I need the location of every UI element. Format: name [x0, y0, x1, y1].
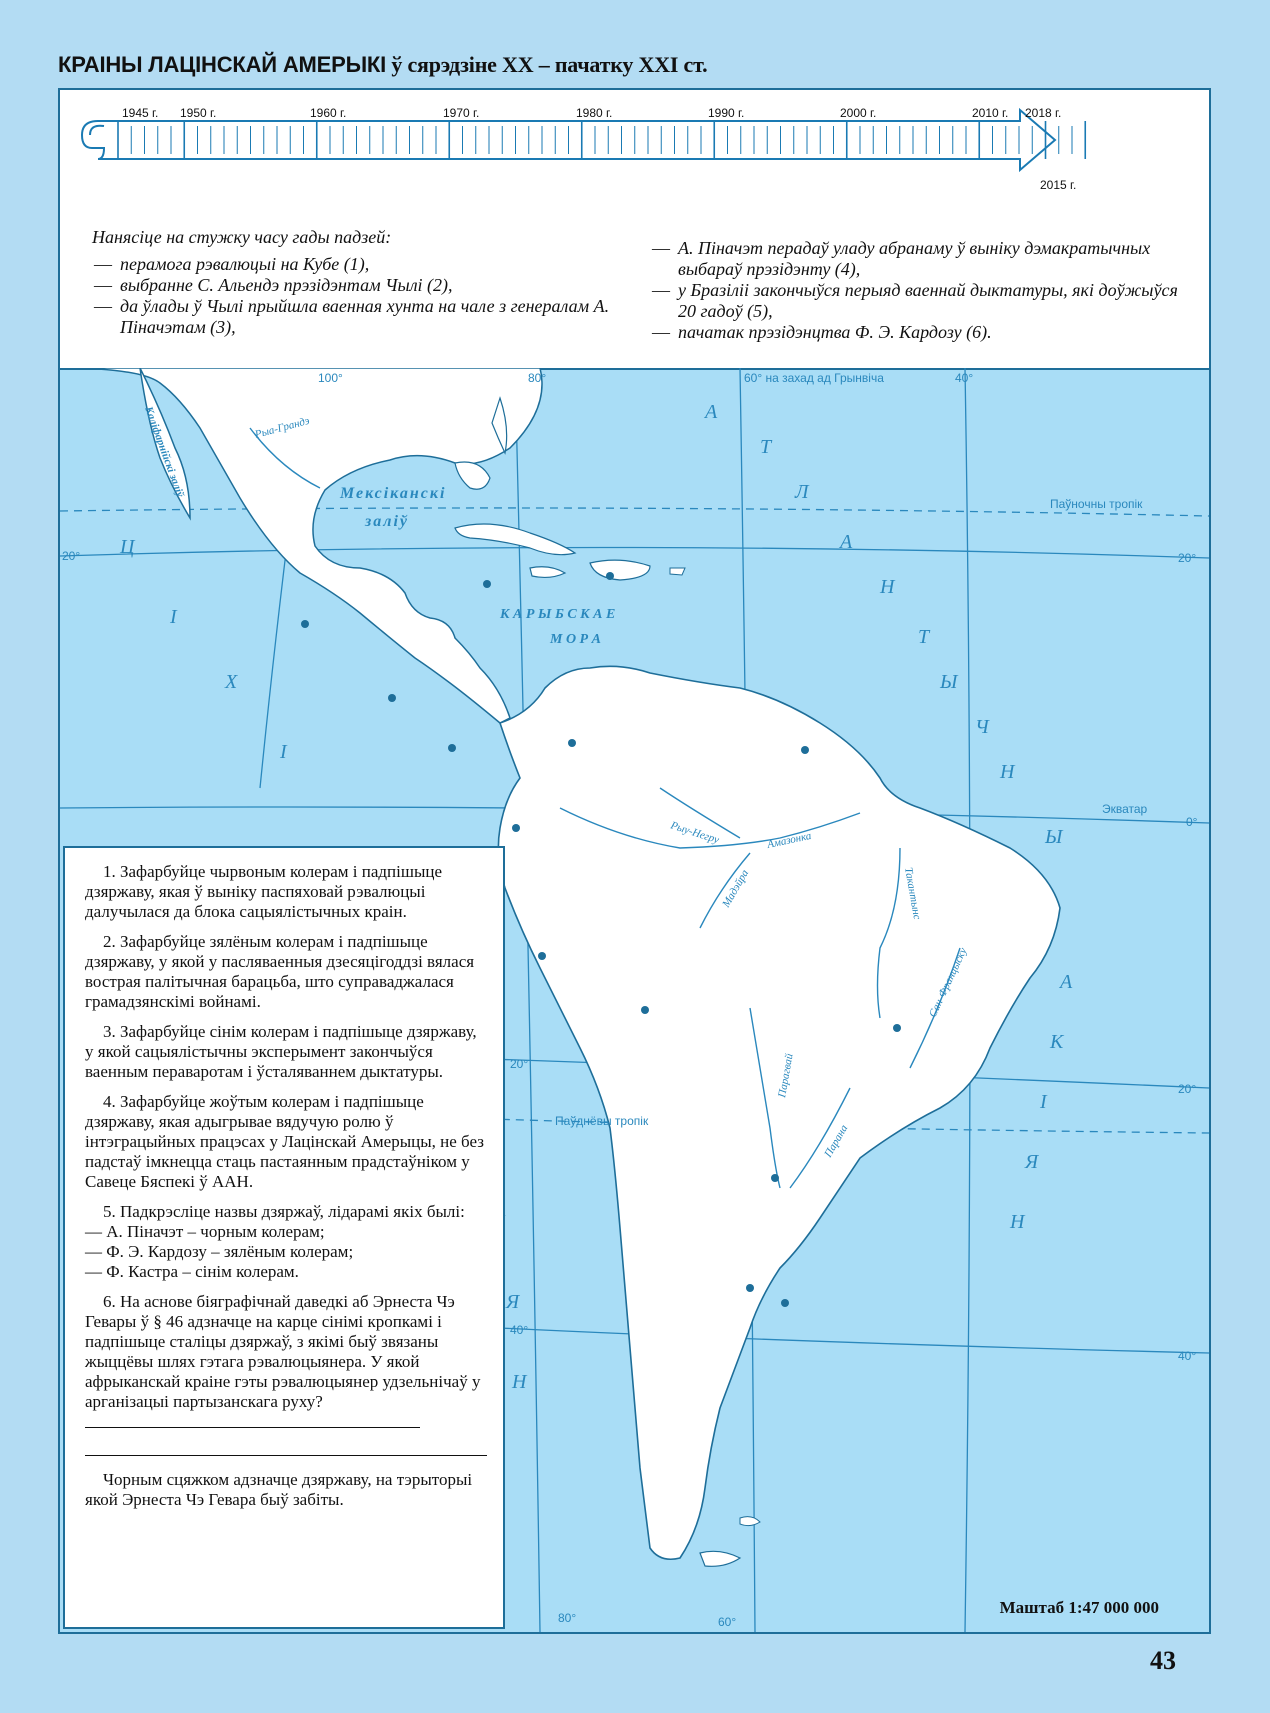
pacific-letter: Х [225, 671, 238, 693]
capital-dot[interactable] [301, 620, 309, 628]
parallel-label: 40° [1178, 1349, 1197, 1363]
atlantic-letter: Ы [940, 671, 958, 693]
task-item: — А. Пiначэт перадаў уладу абранаму ў выніку дэмакратычных выбараў прэзідэнту (4), [650, 238, 1195, 280]
task-item: — да ўлады ў Чылі прыйшла ваенная хунта на чале з генералам А. Пiначэтам (3), [92, 296, 612, 338]
timeline-label: 2000 г. [840, 106, 877, 120]
timeline-label: 2010 г. [972, 106, 1009, 120]
jamaica-island[interactable] [530, 567, 565, 578]
timeline-label: 1980 г. [576, 106, 613, 120]
parallel-40s [500, 1328, 1209, 1353]
capital-dot[interactable] [893, 1024, 901, 1032]
pacific-letter: І [280, 741, 287, 763]
caribbean-label: М О Р А [550, 632, 601, 647]
capital-dot[interactable] [448, 744, 456, 752]
gulf-mexico-label: Мексіканскі [340, 485, 447, 502]
atlantic-letter-south: Н [1010, 1211, 1025, 1233]
yucatan [455, 462, 490, 489]
capital-dot[interactable] [746, 1284, 754, 1292]
atlantic-letter: Т [918, 626, 930, 648]
task-item: — у Бразіліі закончыўся перыяд ваеннай дыктатуры, які доўжыўся 20 гадоў (5), [650, 280, 1195, 322]
map-scale: Маштаб 1:47 000 000 [999, 1598, 1159, 1617]
meridian-label: 60° на захад ад Грынвіча [744, 371, 884, 385]
question-1: 1. Зафарбуйце чырвоным колерам і падпішыце дзяржаву, якая ў выніку паспяховай рэвалюцыі далучылася да блока сацыялістычных краін. [85, 862, 443, 921]
atlantic-letter: Ы [1045, 826, 1063, 848]
atlantic-letter: А [705, 401, 718, 423]
meridian-label: 40° [955, 371, 974, 385]
timeline-label-bottom: 2015 г. [1040, 178, 1077, 192]
pacific-letter-south: Н [512, 1371, 527, 1393]
capital-dot[interactable] [771, 1174, 779, 1182]
capital-dot[interactable] [606, 572, 614, 580]
task-item: — выбранне С. Альендэ прэзідэнтам Чылі (2), [92, 275, 612, 296]
river-label: Парагвай [776, 1052, 796, 1099]
capital-dot[interactable] [781, 1299, 789, 1307]
question-4: 4. Зафарбуйце жоўтым колерам і падпішыце дзяржаву, якая адыгрывае вядучую ролю ў інтэграцыйных працэсах у Лацінскай Амерыцы, не без падстаў імкнецца стаць пастаянным прадстаўніком у Савеце Бяспекі ў ААН. [85, 1092, 484, 1191]
timeline-label: 1970 г. [443, 106, 480, 120]
question-3: 3. Зафарбуйце сінім колерам і падпішыце дзяржаву, у якой сацыялістычны эксперымент закончыўся ваенным пераваротам і ўсталяваннем дыктатуры. [85, 1022, 477, 1081]
puerto-rico-island [670, 568, 685, 575]
gulf-mexico-label: заліў [365, 513, 409, 530]
parallel-label: 40° [510, 1323, 529, 1337]
river-label: Рыа-Грандэ [253, 414, 311, 441]
tropic-label: Паўночны тропік [1050, 497, 1143, 511]
timeline-panel [60, 90, 1209, 370]
hispaniola-island[interactable] [590, 560, 650, 580]
meridian-80 [515, 368, 540, 1632]
capital-dot[interactable] [641, 1006, 649, 1014]
question-2: 2. Зафарбуйце зялёным колерам і падпішыце дзяржаву, у якой у пасляваенныя дзесяцігоддзі вялася вострая палітычная барацьба, што суправаджалася грамадзянскімі войнамі. [85, 932, 475, 1011]
tierra-del-fuego [700, 1551, 740, 1566]
capital-dot[interactable] [801, 746, 809, 754]
tasks-left [92, 227, 612, 338]
leaders-list [85, 1222, 487, 1282]
tropic-label: Паўднёвы тропік [555, 1114, 649, 1128]
tasks-intro: Нанясіце на стужку часу гады падзей: [92, 227, 392, 247]
river-label: Такантынс [902, 866, 924, 921]
river-label: Рыу-Негру [669, 819, 721, 847]
atlantic-letter: Н [880, 576, 895, 598]
timeline[interactable] [60, 90, 1209, 230]
meridian-label: 80° [528, 371, 547, 385]
leader-item: — Ф. Э. Кардозу – зялёным колерам; [85, 1242, 487, 1262]
parallel-20n [60, 547, 1209, 558]
question-6: 6. На аснове біяграфічнай даведкі аб Эрнеста Чэ Гевары ў § 46 адзначце на карце сінімі кропкамі і падпішыце сталіцы дзяржаў, з якімі быў звязаны жыццёвы шлях гэтага рэвалюцыянера. У якой афрыканскай краіне гэты рэвалюцыянер удзельнічаў у арганізацыі партызанскага руху? [85, 1292, 487, 1433]
pacific-letter-south: Я [506, 1291, 520, 1313]
answer-line[interactable] [85, 1412, 420, 1428]
river-label: Амазонка [766, 829, 813, 851]
atlantic-letter: Л [795, 481, 809, 503]
atlantic-letter: Ч [975, 716, 989, 738]
task-item: — пачатак прэзідэнцтва Ф. Э. Кардозу (6). [650, 322, 1195, 343]
pacific-letter: Ц [120, 536, 135, 558]
caribbean-label: К А Р Ы Б С К А Е [500, 607, 616, 622]
california-gulf-label: Каліфарнійскі заліў [142, 404, 187, 499]
cuba-island[interactable] [455, 524, 575, 555]
capital-dot[interactable] [568, 739, 576, 747]
task-item: — перамога рэвалюцыі на Кубе (1), [92, 254, 612, 275]
meridian-label: 100° [318, 371, 343, 385]
leader-item: — Ф. Кастра – сінім колерам. [85, 1262, 487, 1282]
questions-panel [63, 846, 505, 1629]
falkland-islands [740, 1517, 760, 1526]
capital-dot[interactable] [483, 580, 491, 588]
tropic-north [60, 508, 1209, 516]
river-label: Мадэйра [720, 867, 752, 910]
question-7: Чорным сцяжком адзначце дзяржаву, на тэрыторыі якой Эрнеста Чэ Гевара быў забіты. [85, 1470, 473, 1509]
parallel-label: 20° [62, 549, 81, 563]
atlantic-letter: А [840, 531, 853, 553]
river-label: Сан-Францыску [926, 946, 970, 1020]
equator-label: Экватар [1102, 802, 1148, 816]
answer-line[interactable] [85, 1443, 487, 1456]
parallel-label: 20° [1178, 1082, 1197, 1096]
page-title: КРАІНЫ ЛАЦІНСКАЙ АМЕРЫКІ ў сярэдзіне XX – пачатку XXI ст. [58, 52, 708, 77]
timeline-label: 1990 г. [708, 106, 745, 120]
tasks-right [650, 238, 1195, 343]
south-america-landmass[interactable] [498, 666, 1060, 1559]
parallel-label: 0° [1186, 815, 1198, 829]
atlantic-letter-south: І [1040, 1091, 1047, 1113]
atlantic-letter-south: Я [1025, 1151, 1039, 1173]
atlantic-letter: Н [1000, 761, 1015, 783]
meridian-label: 80° [558, 1611, 577, 1625]
atlantic-letter-south: К [1050, 1031, 1064, 1053]
question-5: 5. Падкрэсліце назвы дзяржаў, лідарамі якіх былі: [103, 1202, 465, 1221]
parallel-label: 20° [510, 1057, 529, 1071]
timeline-label: 2018 г. [1025, 106, 1062, 120]
page-number: 43 [1150, 1646, 1176, 1675]
capital-dot[interactable] [538, 952, 546, 960]
capital-dot[interactable] [388, 694, 396, 702]
meridian-label: 60° [718, 1615, 737, 1629]
atlantic-letter: Т [760, 436, 772, 458]
atlantic-letter-south: А [1060, 971, 1073, 993]
leader-item: — А. Пiначэт – чорным колерам; [85, 1222, 487, 1242]
capital-dot[interactable] [512, 824, 520, 832]
pacific-letter: І [170, 606, 177, 628]
river-label: Парана [822, 1122, 851, 1160]
timeline-scroll-end [82, 121, 104, 159]
parallel-label: 20° [1178, 551, 1197, 565]
timeline-label: 1950 г. [180, 106, 217, 120]
timeline-label: 1945 г. [122, 106, 159, 120]
map-frame [58, 88, 1211, 1634]
timeline-label: 1960 г. [310, 106, 347, 120]
